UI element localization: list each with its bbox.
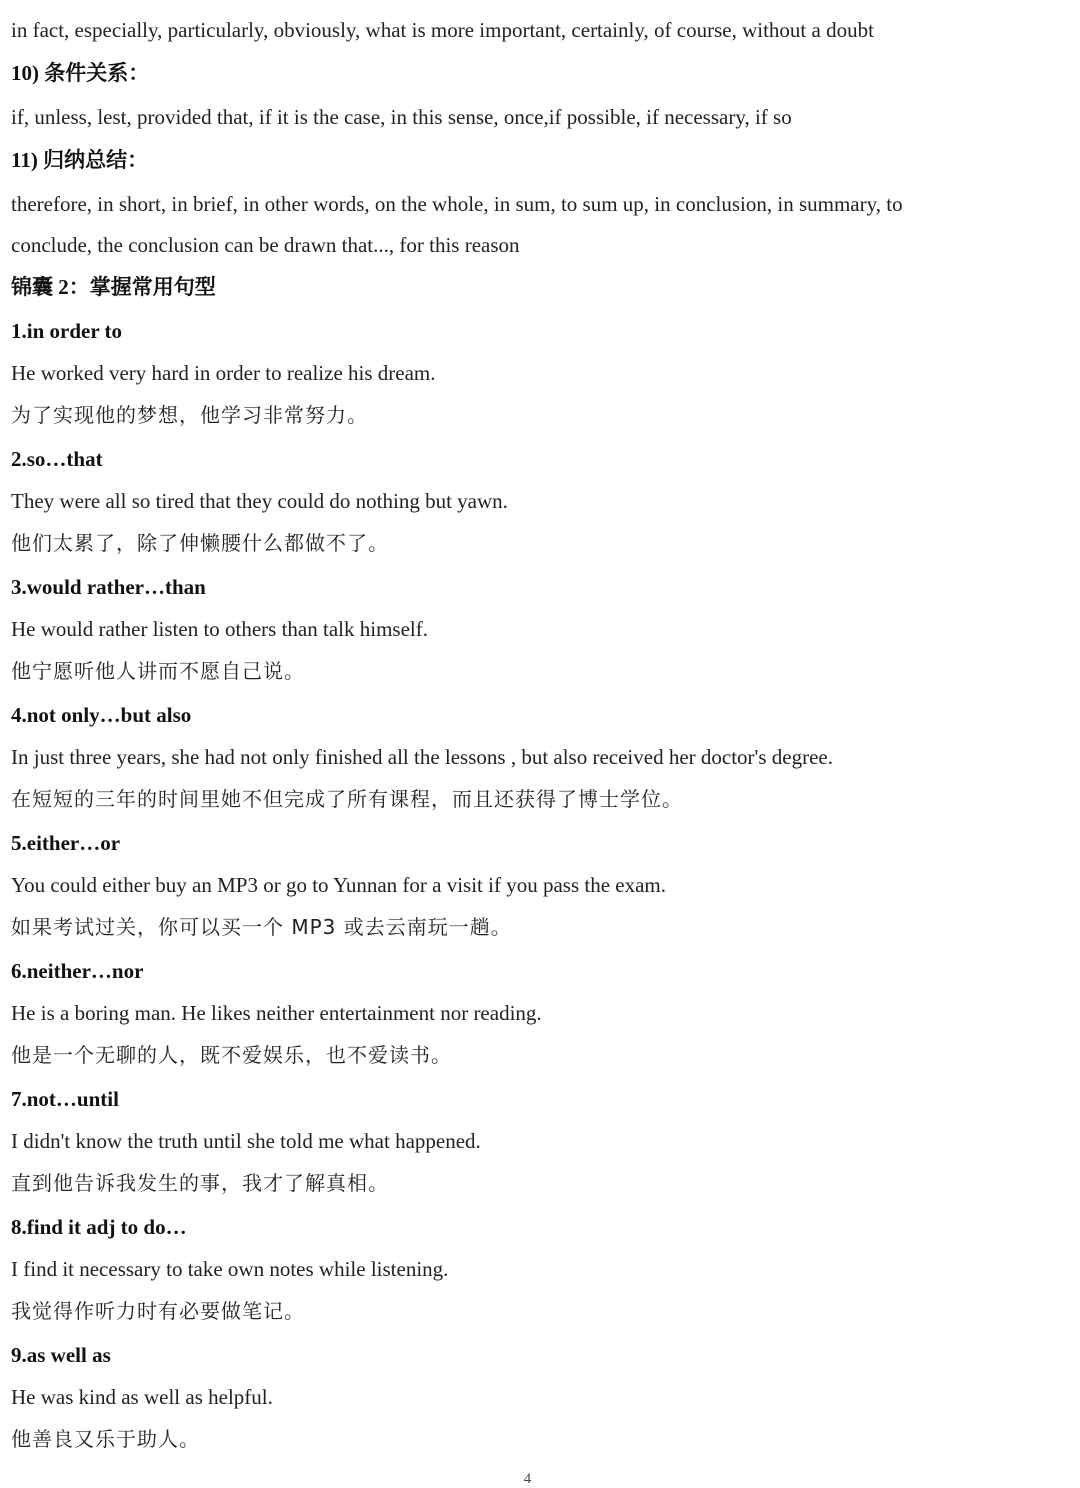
tip-heading: 锦囊 2：掌握常用句型: [11, 275, 216, 299]
pattern-example-english: He worked very hard in order to realize his dream.: [11, 361, 436, 385]
connector-list-condition: if, unless, lest, provided that, if it is the case, in this sense, once,if possible, if necessary, if so: [11, 105, 792, 129]
pattern-title: 2.so…that: [11, 447, 103, 471]
pattern-example-english: In just three years, she had not only finished all the lessons , but also received her doctor's degree.: [11, 745, 833, 769]
pattern-example-chinese: 在短短的三年的时间里她不但完成了所有课程，而且还获得了博士学位。: [11, 787, 683, 811]
pattern-example-chinese: 为了实现他的梦想，他学习非常努力。: [11, 403, 368, 427]
pattern-example-chinese: 他善良又乐于助人。: [11, 1427, 200, 1451]
pattern-example-english: He is a boring man. He likes neither entertainment nor reading.: [11, 1001, 542, 1025]
pattern-title: 6.neither…nor: [11, 959, 144, 983]
section-heading-condition: 10) 条件关系：: [11, 61, 150, 85]
connector-list-summary-line1: therefore, in short, in brief, in other words, on the whole, in sum, to sum up, in conclusion, in summary, to: [11, 192, 903, 216]
pattern-example-chinese: 如果考试过关，你可以买一个 MP3 或去云南玩一趟。: [11, 915, 512, 939]
pattern-example-chinese: 他宁愿听他人讲而不愿自己说。: [11, 659, 305, 683]
pattern-example-chinese: 直到他告诉我发生的事，我才了解真相。: [11, 1171, 389, 1195]
pattern-example-chinese: 他们太累了，除了伸懒腰什么都做不了。: [11, 531, 389, 555]
connector-list-summary-line2: conclude, the conclusion can be drawn that..., for this reason: [11, 233, 520, 257]
pattern-example-english: They were all so tired that they could do nothing but yawn.: [11, 489, 508, 513]
pattern-example-chinese: 他是一个无聊的人，既不爱娱乐，也不爱读书。: [11, 1043, 452, 1067]
pattern-title: 9.as well as: [11, 1343, 111, 1367]
pattern-title: 8.find it adj to do…: [11, 1215, 187, 1239]
pattern-title: 1.in order to: [11, 319, 123, 343]
pattern-example-english: I didn't know the truth until she told me what happened.: [11, 1129, 481, 1153]
pattern-example-english: I find it necessary to take own notes while listening.: [11, 1257, 449, 1281]
pattern-title: 3.would rather…than: [11, 575, 206, 599]
pattern-title: 4.not only…but also: [11, 703, 192, 727]
pattern-title: 5.either…or: [11, 831, 121, 855]
pattern-example-english: He was kind as well as helpful.: [11, 1385, 273, 1409]
page-number: 4: [523, 1471, 532, 1487]
connector-list-emphasis: in fact, especially, particularly, obviously, what is more important, certainly, of course, without a doubt: [11, 18, 874, 42]
pattern-title: 7.not…until: [11, 1087, 119, 1111]
section-heading-summary: 11) 归纳总结：: [11, 148, 149, 172]
pattern-example-chinese: 我觉得作听力时有必要做笔记。: [11, 1299, 305, 1323]
pattern-example-english: He would rather listen to others than talk himself.: [11, 617, 428, 641]
pattern-example-english: You could either buy an MP3 or go to Yunnan for a visit if you pass the exam.: [11, 873, 667, 897]
